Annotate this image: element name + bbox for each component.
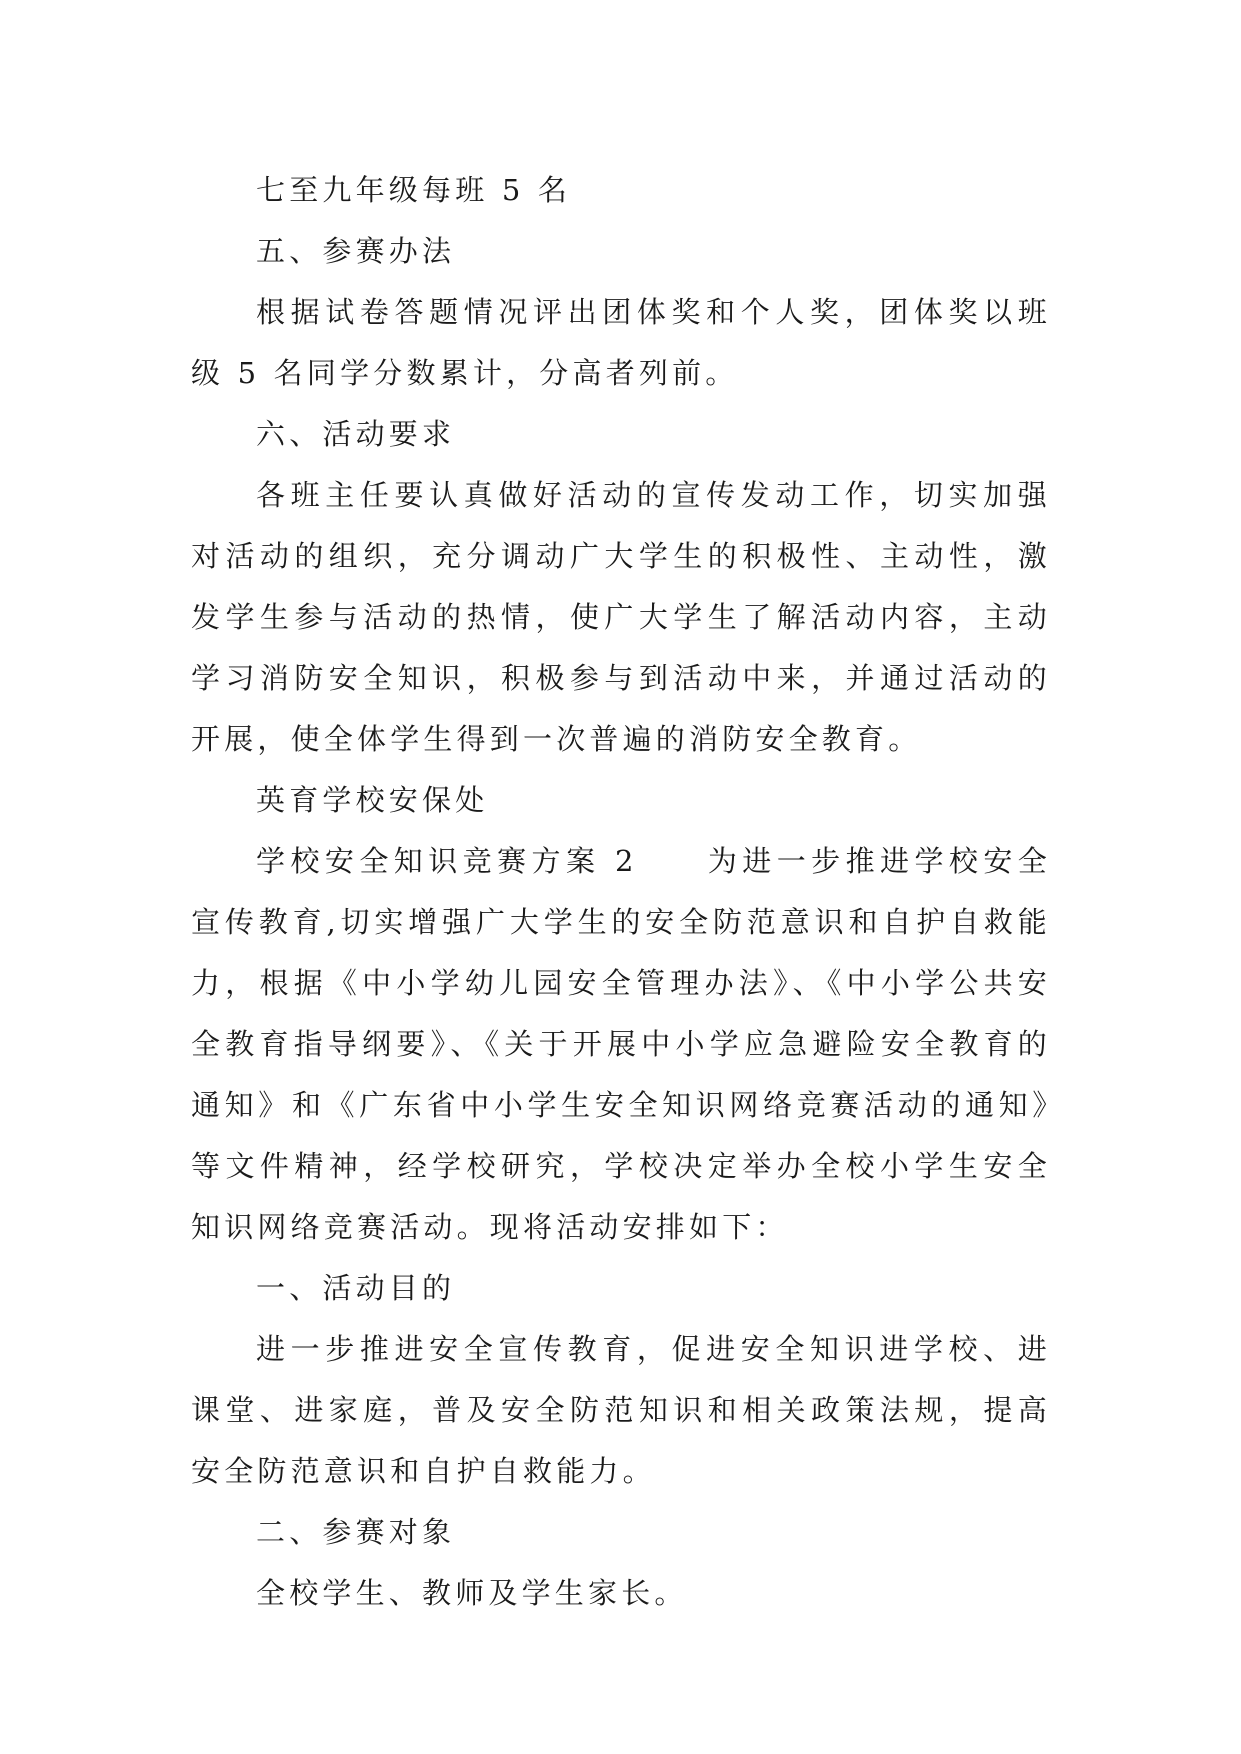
- heading-activity-purpose: 一、活动目的: [256, 1271, 456, 1305]
- heading-participation-method: 五、参赛办法: [256, 234, 456, 268]
- paragraph-requirements: 各班主任要认真做好活动的宣传发动工作，切实加强对活动的组织，充分调动广大学生的积极性、主动性，激发学生参与活动的热情，使广大学生了解活动内容，主动学习消防安全知识，积极参与到活动中来，并通过活动的开展，使全体学生得到一次普遍的消防安全教育。: [191, 478, 1051, 756]
- paragraph-award-rules: 根据试卷答题情况评出团体奖和个人奖，团体奖以班级 5 名同学分数累计，分高者列前。: [191, 295, 1051, 390]
- signature-security-office: 英育学校安保处: [256, 783, 489, 817]
- paragraph-participants: 全校学生、教师及学生家长。: [256, 1576, 688, 1610]
- paragraph-plan-2-intro: 学校安全知识竞赛方案 2 为进一步推进学校安全宣传教育,切实增强广大学生的安全防范意识和自护自救能力，根据《中小学幼儿园安全管理办法》、《中小学公共安全教育指导纲要》、《关于开展中小学应急避险安全教育的通知》和《广东省中小学生安全知识网络竞赛活动的通知》等文件精神，经学校研究，学校决定举办全校小学生安全知识网络竞赛活动。现将活动安排如下：: [191, 844, 1051, 1244]
- heading-activity-requirements: 六、活动要求: [256, 417, 456, 451]
- paragraph-purpose: 进一步推进安全宣传教育，促进安全知识进学校、进课堂、进家庭，普及安全防范知识和相关政策法规，提高安全防范意识和自护自救能力。: [191, 1332, 1051, 1488]
- document-body: [191, 160, 1051, 1624]
- paragraph-grade-quota: 七至九年级每班 5 名: [256, 173, 572, 207]
- heading-participants: 二、参赛对象: [256, 1515, 456, 1549]
